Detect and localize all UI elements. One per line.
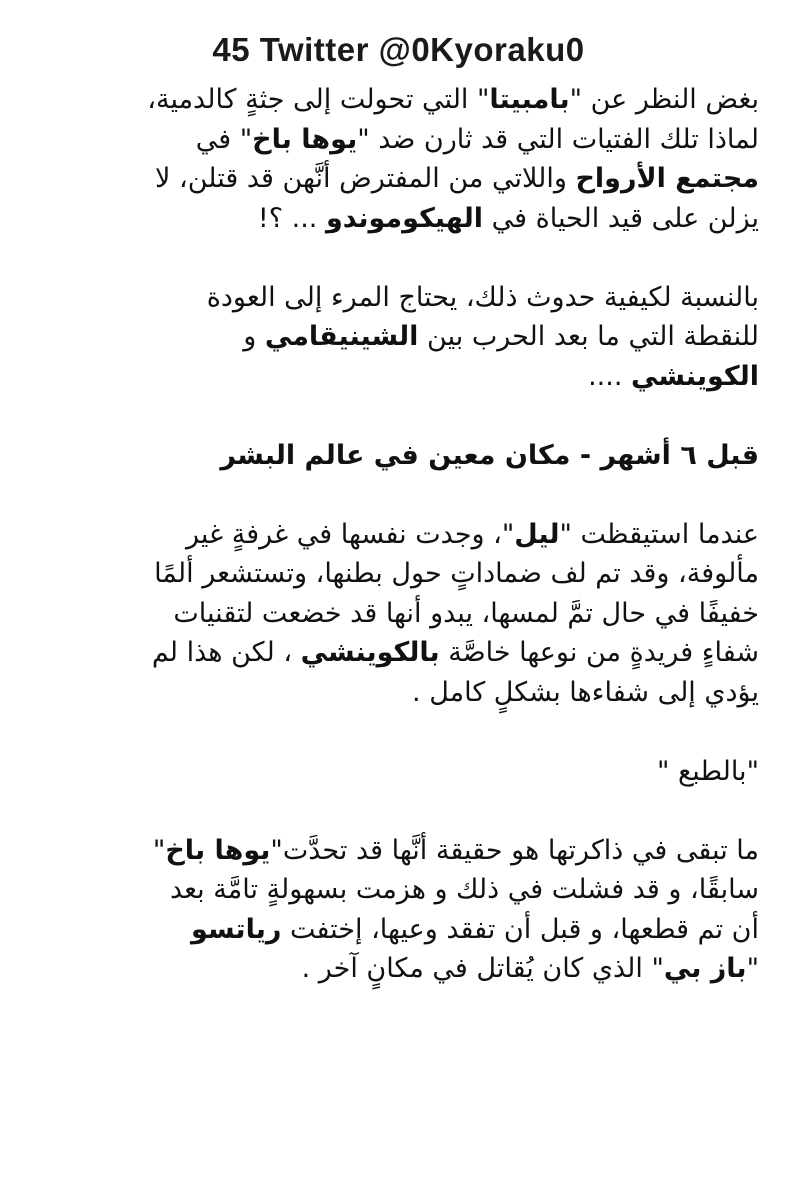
text-segment: مألوفة، وقد تم لف ضماداتٍ حول بطنها، وتستشعر ألمًا	[154, 558, 759, 589]
text-line	[38, 831, 759, 871]
paragraph	[38, 278, 759, 397]
text-segment: لماذا تلك الفتيات التي قد ثارن ضد "	[357, 123, 759, 155]
bold-text: يوها باخ	[165, 834, 271, 866]
text-line	[38, 120, 759, 160]
text-line	[38, 910, 759, 950]
text-line	[38, 949, 759, 989]
bold-text: قبل ٦ أشهر - مكان معين في عالم البشر	[220, 439, 759, 471]
paragraph	[38, 436, 759, 476]
article-body	[38, 80, 759, 1028]
text-segment: و	[243, 321, 265, 352]
text-segment: يزلن على قيد الحياة في	[483, 202, 759, 234]
text-line	[38, 594, 759, 634]
text-segment: ... ؟!	[257, 202, 326, 234]
paragraph	[38, 831, 759, 989]
text-segment: "	[746, 953, 759, 984]
header-title: 45 Twitter @0Kyoraku0	[212, 31, 585, 68]
text-segment: " الذي كان يُقاتل في مكانٍ آخر .	[301, 953, 664, 984]
bold-text: ليل	[514, 518, 560, 550]
text-segment: بالنسبة لكيفية حدوث ذلك، يحتاج المرء إلى العودة	[206, 281, 759, 313]
text-line	[38, 870, 759, 910]
text-segment: عندما استيقظت "	[559, 518, 759, 550]
text-segment: سابقًا، و قد فشلت في ذلك و هزمت بسهولةٍ تامَّة بعد	[169, 874, 759, 905]
bold-text: بامبيتا	[489, 84, 570, 115]
page-header	[0, 28, 797, 72]
text-segment: بغض النظر عن "	[569, 84, 759, 115]
bold-text: الشينيقامي	[264, 321, 419, 352]
text-line	[38, 554, 759, 594]
text-segment: " في	[195, 123, 253, 155]
text-line	[38, 752, 759, 792]
paragraph	[38, 515, 759, 713]
text-line	[38, 278, 759, 318]
bold-text: بالكوينشي	[300, 637, 440, 668]
bold-text: مجتمع الأرواح	[575, 163, 759, 194]
bold-text: باز بي	[663, 953, 747, 984]
text-line	[38, 199, 759, 239]
text-line	[38, 633, 759, 673]
text-line	[38, 436, 759, 476]
text-segment: ، لكن هذا لم	[151, 637, 301, 668]
bold-text: يوها باخ	[252, 123, 358, 155]
bold-text: الكوينشي	[631, 360, 759, 392]
text-segment: أن تم قطعها، و قبل أن تفقد وعيها، إختفت	[281, 913, 759, 945]
text-segment: واللاتي من المفترض أنَّهن قد قتلن، لا	[155, 163, 576, 194]
paragraph	[38, 80, 759, 238]
text-segment: "	[152, 834, 166, 866]
text-line	[38, 515, 759, 555]
text-segment: يؤدي إلى شفاءها بشكلٍ كامل .	[412, 676, 759, 708]
text-segment: شفاءٍ فريدةٍ من نوعها خاصَّة	[439, 637, 759, 668]
text-segment: "بالطبع "	[656, 755, 759, 787]
paragraph	[38, 752, 759, 792]
text-line	[38, 673, 759, 713]
text-line	[38, 80, 759, 120]
bold-text: رياتسو	[191, 913, 282, 945]
bold-text: الهيكوموندو	[325, 202, 484, 234]
text-segment: ....	[588, 360, 632, 392]
text-line	[38, 357, 759, 397]
text-segment: ما تبقى في ذاكرتها هو حقيقة أنَّها قد تحدَّت"	[270, 834, 759, 866]
text-segment: للنقطة التي ما بعد الحرب بين	[418, 321, 759, 352]
text-segment: خفيفًا في حال تمَّ لمسها، يبدو أنها قد خضعت لتقنيات	[173, 597, 759, 629]
text-line	[38, 317, 759, 357]
text-line	[38, 159, 759, 199]
text-segment: " التي تحولت إلى جثةٍ كالدمية،	[147, 84, 490, 115]
text-segment: "، وجدت نفسها في غرفةٍ غير	[186, 518, 515, 550]
